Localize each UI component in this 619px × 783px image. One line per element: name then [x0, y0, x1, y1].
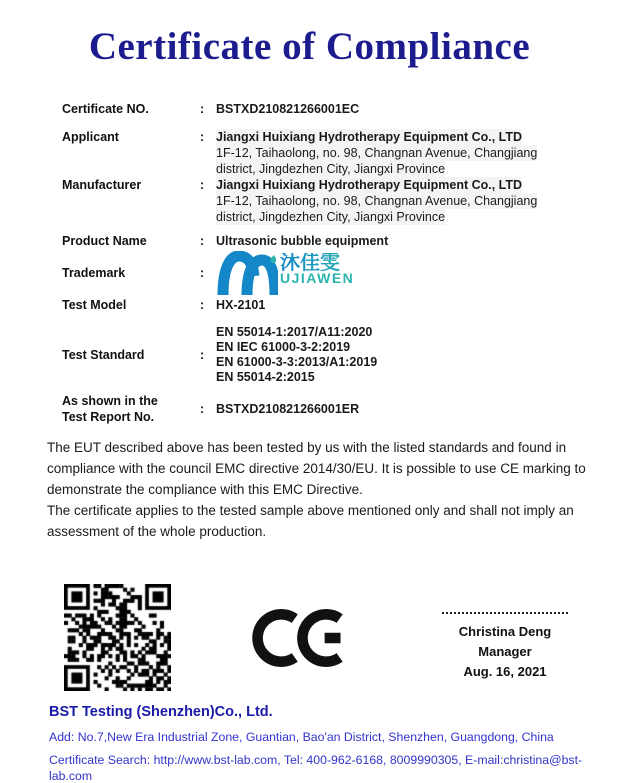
manufacturer-address-1: 1F-12, Taihaolong, no. 98, Changnan Avenue, Changjiang	[216, 194, 538, 208]
field-row-product-name	[62, 233, 591, 249]
applicant-name: Jiangxi Huixiang Hydrotherapy Equipment Co., LTD	[216, 130, 523, 144]
field-value-applicant	[216, 129, 591, 177]
signature-date: Aug. 16, 2021	[463, 664, 547, 679]
issuer-contact-line: Certificate Search: http://www.bst-lab.com, Tel: 400-962-6168, 8009990305, E-mail:christina@bst-lab.com	[49, 753, 583, 783]
field-row-trademark	[62, 251, 591, 295]
issuer-address: Add: No.7,New Era Industrial Zone, Guantian, Bao'an District, Shenzhen, Guangdong, China	[49, 730, 554, 744]
ce-mark-icon	[252, 597, 354, 679]
field-label: Product Name	[62, 234, 147, 248]
field-colon: :	[200, 130, 205, 144]
field-label: Certificate NO.	[62, 102, 149, 116]
field-value-manufacturer	[216, 177, 591, 225]
field-colon: :	[200, 298, 205, 312]
manufacturer-name: Jiangxi Huixiang Hydrotherapy Equipment Co., LTD	[216, 178, 523, 192]
mujiawen-wave-m-icon	[216, 251, 278, 295]
manufacturer-address-2: district, Jingdezhen City, Jiangxi Province	[216, 210, 446, 224]
field-value-test-model: HX-2101	[216, 298, 266, 312]
signer-role: Manager	[478, 644, 532, 659]
field-colon: :	[200, 178, 205, 192]
field-row-applicant	[62, 129, 591, 177]
test-report-label-line-2: Test Report No.	[62, 410, 155, 424]
signature-dotted-line	[442, 612, 568, 614]
field-row-test-report-no	[62, 393, 591, 425]
signer-name: Christina Deng	[458, 624, 552, 639]
field-label	[62, 393, 200, 425]
field-value-product-name: Ultrasonic bubble equipment	[216, 234, 389, 248]
field-label: Applicant	[62, 130, 119, 144]
field-colon: :	[200, 234, 205, 248]
qr-code	[64, 584, 171, 691]
field-value-test-standard	[216, 325, 591, 385]
field-colon: :	[200, 266, 205, 280]
compliance-statement	[47, 437, 595, 542]
field-label: Test Standard	[62, 348, 145, 362]
field-value-test-report-no: BSTXD210821266001ER	[216, 402, 360, 416]
field-colon: :	[200, 348, 205, 362]
issuer-footer	[49, 703, 609, 783]
trademark-chinese-text: 沐佳雯	[280, 253, 354, 273]
test-report-label-line-1: As shown in the	[62, 394, 158, 408]
field-colon: :	[200, 402, 205, 416]
test-standard-line-2: EN IEC 61000-3-2:2019	[216, 340, 351, 354]
field-row-test-standard	[62, 325, 591, 385]
trademark-wordmark	[280, 253, 354, 286]
trademark-logo	[216, 251, 591, 295]
applicant-address-2: district, Jingdezhen City, Jiangxi Province	[216, 162, 446, 176]
field-row-test-model	[62, 297, 591, 313]
issuer-company-name: BST Testing (Shenzhen)Co., Ltd.	[49, 704, 273, 720]
test-standard-line-3: EN 61000-3-3:2013/A1:2019	[216, 355, 378, 369]
field-row-manufacturer	[62, 177, 591, 225]
field-row-certificate-no	[62, 101, 591, 117]
trademark-latin-text: UJIAWEN	[280, 270, 355, 286]
test-standard-line-4: EN 55014-2:2015	[216, 370, 315, 384]
field-colon: :	[200, 102, 205, 116]
signature-block	[420, 612, 590, 682]
certificate-fields	[62, 101, 591, 425]
field-label: Trademark	[62, 266, 126, 280]
test-standard-line-1: EN 55014-1:2017/A11:2020	[216, 325, 373, 339]
statement-paragraph-1: The EUT described above has been tested by us with the listed standards and found in compliance with the council EMC directive 2014/30/EU. It is possible to use CE marking to demonstrate the compliance with this EMC Directive.	[47, 440, 586, 497]
field-label: Manufacturer	[62, 178, 142, 192]
field-value-certificate-no: BSTXD210821266001EC	[216, 102, 360, 116]
applicant-address-1: 1F-12, Taihaolong, no. 98, Changnan Avenue, Changjiang	[216, 146, 538, 160]
certificate-title: Certificate of Compliance	[88, 25, 531, 68]
statement-paragraph-2: The certificate applies to the tested sample above mentioned only and shall not imply an assessment of the whole production.	[47, 503, 574, 539]
field-label: Test Model	[62, 298, 127, 312]
